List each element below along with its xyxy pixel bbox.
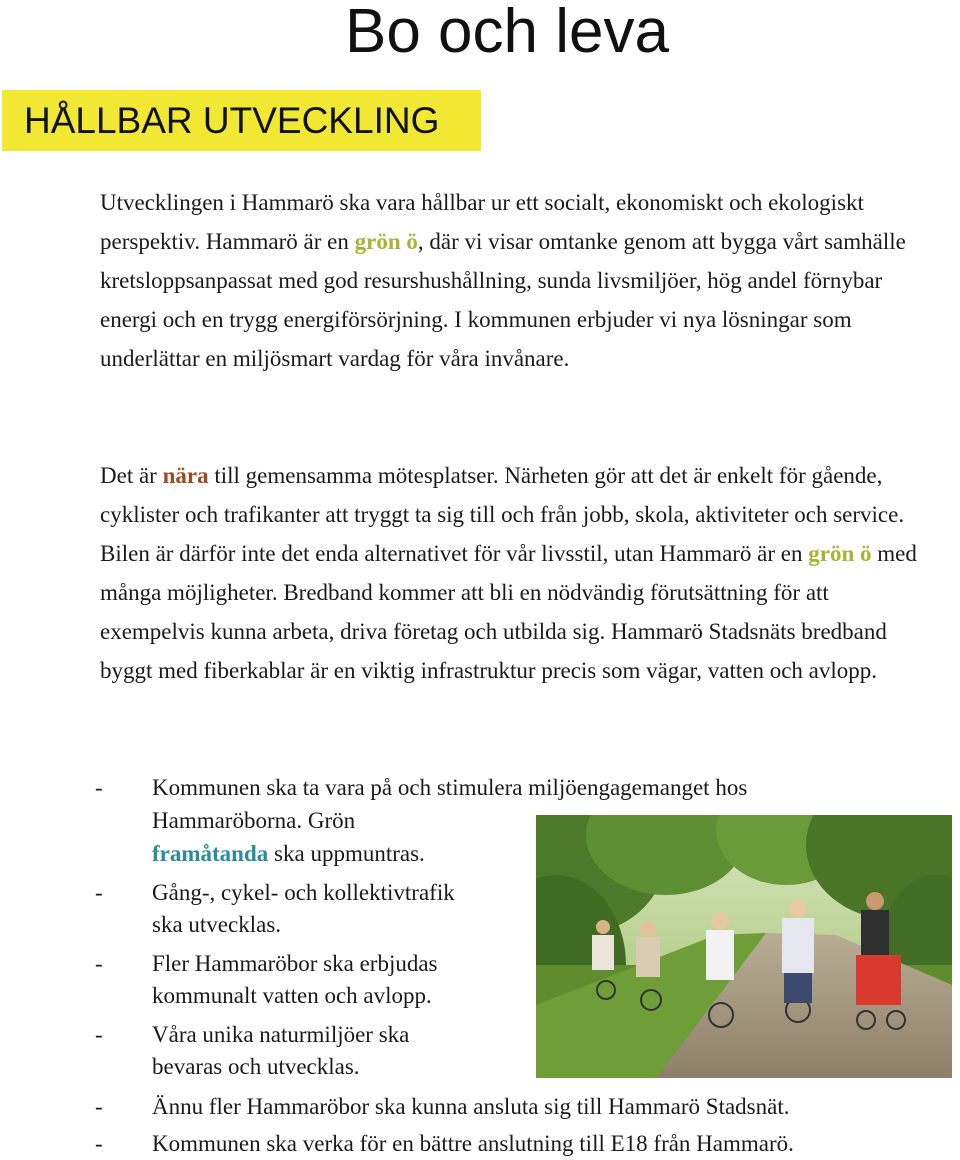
- list-item-text: Ännu fler Hammaröbor ska kunna ansluta sig till Hammarö Stadsnät.: [152, 1094, 790, 1119]
- list-item-text: ska utvecklas.: [152, 912, 282, 937]
- proximity-paragraph: [100, 456, 930, 690]
- bullet-dash: -: [95, 880, 103, 905]
- bullet-dash: -: [95, 951, 103, 976]
- list-item-text: Fler Hammaröbor ska erbjudas: [152, 951, 438, 976]
- intro-text-2: , där vi visar omtanke genom att bygga vårt samhälle kretsloppsanpassat med god resurshushållning, sunda livsmiljöer, hög andel förnybar energi och en trygg energiförsörjning. I kommunen erbjuder vi nya lösningar som underlättar en miljösmart vardag för våra invånare.: [100, 229, 906, 371]
- intro-text-1: Utvecklingen i Hammarö ska vara hållbar ur ett socialt, ekonomiskt och ekologiskt perspektiv. Hammarö är en: [100, 190, 864, 254]
- highlight-framatanda: framåtanda: [152, 841, 269, 866]
- list-item-text: kommunalt vatten och avlopp.: [152, 983, 432, 1008]
- highlight-nara: nära: [162, 463, 209, 488]
- proximity-text-2: till gemensamma mötesplatser. Närheten gör att det är enkelt för gående, cyklister och trafikanter att tryggt ta sig till och från jobb, skola, aktiviteter och service. Bilen är därför inte det enda alternativet för vår livsstil, utan Hammarö är en: [100, 463, 905, 566]
- page-title: Bo och leva: [345, 0, 669, 66]
- proximity-text-1: Det är: [100, 463, 163, 488]
- highlight-gron-o-2: grön ö: [808, 541, 872, 566]
- list-item-text-rest: ska uppmuntras.: [268, 841, 425, 866]
- highlight-gron-o: grön ö: [354, 229, 418, 254]
- bullet-dash: -: [95, 1094, 103, 1119]
- intro-paragraph: [100, 183, 930, 378]
- list-item-text: Våra unika naturmiljöer ska: [152, 1022, 410, 1047]
- bullet-dash: -: [95, 1131, 103, 1156]
- list-item-text: Kommunen ska verka för en bättre anslutning till E18 från Hammarö.: [152, 1131, 794, 1156]
- bullet-dash: -: [95, 1022, 103, 1047]
- section-heading: HÅLLBAR UTVECKLING: [2, 90, 481, 151]
- list-item-text: [152, 837, 425, 870]
- bullet-dash: -: [95, 775, 103, 800]
- proximity-text-3: med många möjligheter. Bredband kommer att bli en nödvändig förutsättning för att exempelvis kunna arbeta, driva företag och utbilda sig. Hammarö Stadsnäts bredband byggt med fiberkablar är en viktig infrastruktur precis som vägar, vatten och avlopp.: [100, 541, 917, 683]
- list-item-text: Gång-, cykel- och kollektivtrafik: [152, 880, 455, 905]
- cyclists-photo: [536, 815, 952, 1078]
- list-item-text: bevaras och utvecklas.: [152, 1054, 360, 1079]
- list-item-text: Kommunen ska ta vara på och stimulera miljöengagemanget hos: [152, 775, 748, 800]
- list-item-text: Hammaröborna. Grön: [152, 808, 356, 833]
